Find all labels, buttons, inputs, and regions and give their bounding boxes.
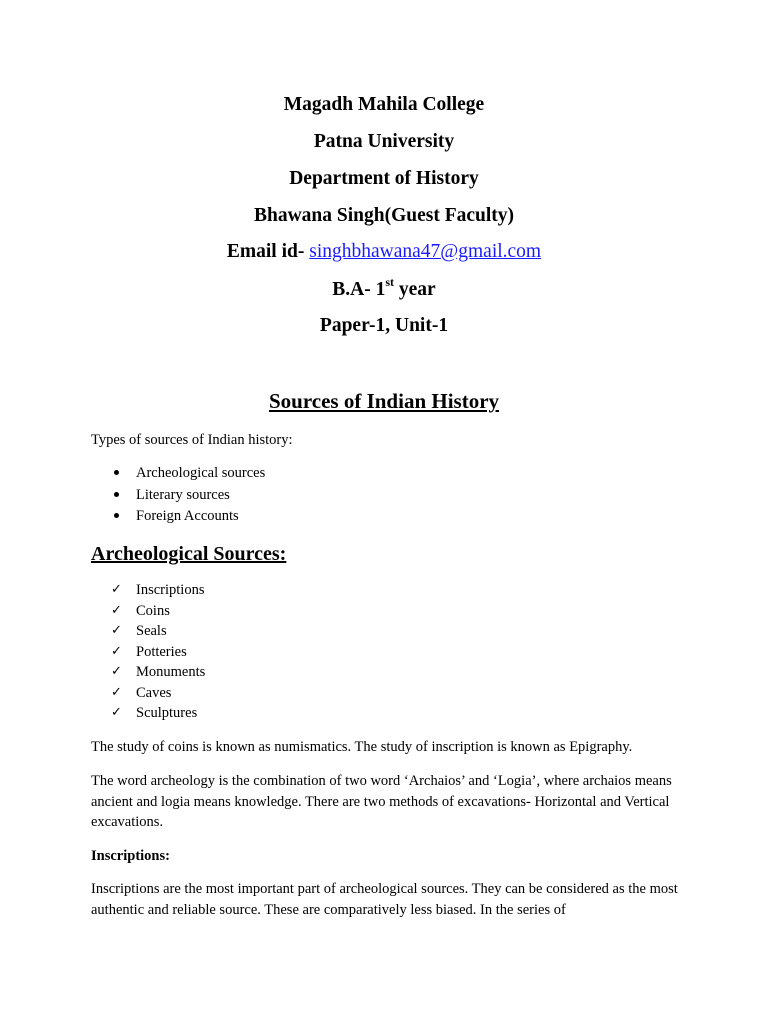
- class-prefix: B.A- 1: [332, 279, 386, 300]
- inscriptions-heading: Inscriptions:: [91, 848, 170, 864]
- checkmark-icon: ✓: [111, 664, 122, 679]
- class-superscript: st: [385, 275, 395, 289]
- college-name: Magadh Mahila College: [283, 94, 485, 115]
- bullet-icon: [111, 463, 131, 485]
- class-suffix: year: [394, 279, 436, 300]
- list-item: Foreign Accounts: [91, 506, 265, 528]
- class-year: [0, 275, 768, 303]
- list-item: ✓ Sculptures: [91, 703, 205, 724]
- university-name: Patna University: [313, 131, 455, 152]
- archeological-heading: Archeological Sources:: [91, 543, 287, 565]
- list-item: Archeological sources: [91, 463, 265, 485]
- paper-unit: Paper-1, Unit-1: [319, 315, 449, 336]
- intro-text: Types of sources of Indian history:: [91, 432, 293, 448]
- email-line: [0, 240, 768, 264]
- checkmark-icon: ✓: [111, 705, 122, 720]
- checkmark-icon: ✓: [111, 582, 122, 597]
- checkmark-icon: ✓: [111, 602, 122, 618]
- list-item: ✓ Coins: [91, 601, 205, 622]
- bullet-icon: [111, 485, 131, 507]
- department-name: Department of History: [289, 168, 479, 189]
- study-paragraph: The study of coins is known as numismatics. The study of inscription is known as Epigraphy.: [91, 739, 633, 755]
- list-item: ✓ Potteries: [91, 642, 205, 663]
- faculty-name: Bhawana Singh(Guest Faculty): [253, 205, 515, 226]
- list-item: ✓ Monuments: [91, 662, 205, 683]
- checkmark-icon: ✓: [111, 623, 122, 638]
- email-label: Email id-: [226, 241, 310, 262]
- document-title: Sources of Indian History: [268, 389, 500, 413]
- inscriptions-paragraph: Inscriptions are the most important part of archeological sources. They can be considered as the most authentic and reliable source. These are comparatively less biased. In the series of: [91, 881, 678, 918]
- list-item: ✓ Caves: [91, 683, 205, 704]
- archeological-list: [91, 580, 205, 724]
- bullet-icon: [111, 506, 131, 528]
- list-item: ✓ Inscriptions: [91, 580, 205, 601]
- source-types-list: [91, 463, 265, 528]
- archeology-word-paragraph: The word archeology is the combination of two word ‘Archaios’ and ‘Logia’, where archaios means ancient and logia means knowledge. There are two methods of excavations- Horizontal and Vertical excavations.: [91, 773, 672, 830]
- checkmark-icon: ✓: [111, 684, 122, 700]
- list-item: ✓ Seals: [91, 621, 205, 642]
- list-item: Literary sources: [91, 485, 265, 507]
- email-link[interactable]: singhbhawana47@gmail.com: [309, 241, 542, 262]
- checkmark-icon: ✓: [111, 643, 122, 659]
